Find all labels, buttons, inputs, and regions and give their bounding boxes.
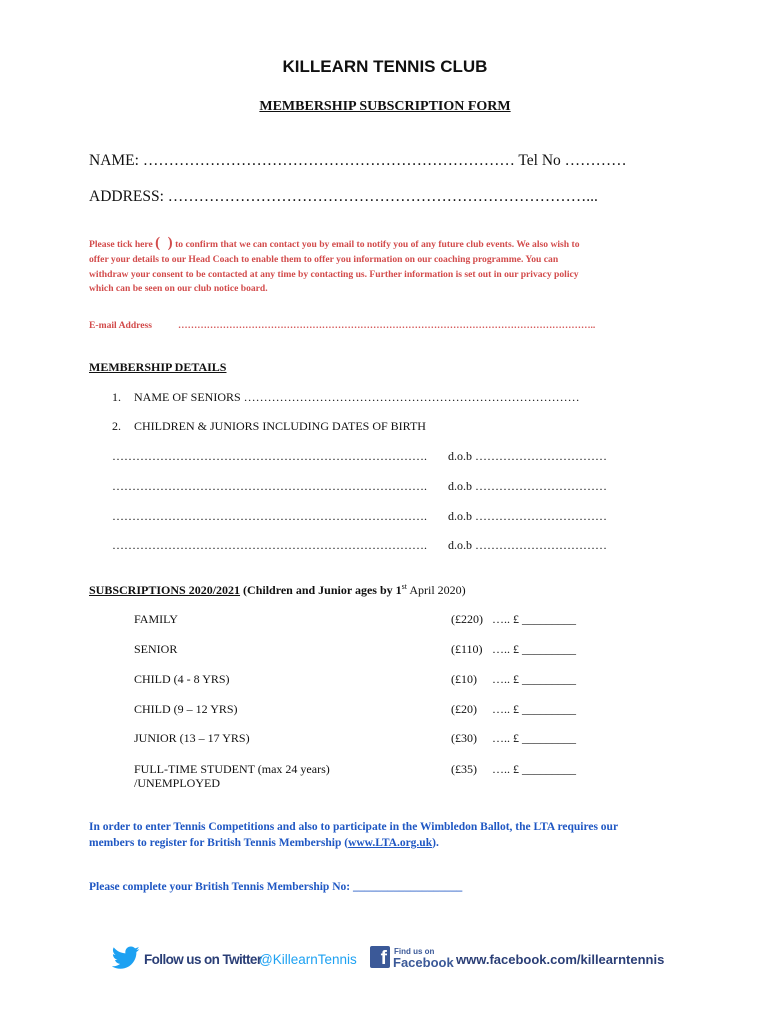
child-dob-line[interactable]: d.o.b …………………………… [448,538,607,552]
facebook-wordmark: Facebook [393,955,454,970]
facebook-icon[interactable]: f [370,946,390,968]
club-title: KILLEARN TENNIS CLUB [282,57,488,76]
sub-family-amount[interactable]: ….. £ _________ [492,612,576,626]
twitter-handle[interactable]: @KillearnTennis [259,952,357,967]
sub-child-9-12-price: (£20) [451,702,477,716]
sub-senior-label: SENIOR [134,642,178,656]
follow-us-text: Follow us on Twitter [144,952,262,967]
lta-link[interactable]: www.LTA.org.uk [348,837,433,849]
sub-student-label-2: /UNEMPLOYED [134,776,220,790]
sub-junior-amount[interactable]: ….. £ _________ [492,731,576,745]
consent-tick-box[interactable]: ( ) [155,235,173,251]
consent-prefix: Please tick here [89,239,156,250]
seniors-name-line[interactable]: NAME OF SENIORS ………………………………………………………………………… [134,390,580,404]
address-field-line[interactable]: ADDRESS: ………………………………………………………………………... [89,188,598,205]
subscriptions-heading-line: SUBSCRIPTIONS 2020/2021 (Children and Junior ages by 1st April 2020) [89,582,466,597]
sub-junior-label: JUNIOR (13 – 17 YRS) [134,731,250,745]
lta-notice-line-1: In order to enter Tennis Competitions and also to participate in the Wimbledon Ballot, the LTA requires our [89,821,619,833]
form-subtitle: MEMBERSHIP SUBSCRIPTION FORM [259,99,511,114]
child-name-line[interactable]: ……………………………………………………………………. [112,479,427,493]
item-2-number: 2. [112,419,121,433]
sub-child-9-12-amount[interactable]: ….. £ _________ [492,702,576,716]
membership-number-line[interactable]: Please complete your British Tennis Membership No: ___________________ [89,881,463,893]
sub-student-amount[interactable]: ….. £ _________ [492,762,576,776]
sub-child-4-8-price: (£10) [451,672,477,686]
membership-details-heading: MEMBERSHIP DETAILS [89,360,227,374]
sub-senior-price: (£110) [451,642,483,656]
email-label: E-mail Address [89,320,152,331]
item-1-number: 1. [112,390,121,404]
consent-line-4: which can be seen on our club notice board. [89,283,268,295]
sub-junior-price: (£30) [451,731,477,745]
sub-child-4-8-label: CHILD (4 - 8 YRS) [134,672,230,686]
sub-child-4-8-amount[interactable]: ….. £ _________ [492,672,576,686]
child-dob-line[interactable]: d.o.b …………………………… [448,509,607,523]
sub-student-label: FULL-TIME STUDENT (max 24 years) [134,762,330,776]
child-name-line[interactable]: ……………………………………………………………………. [112,538,427,552]
sub-family-price: (£220) [451,612,483,626]
sub-student-price: (£35) [451,762,477,776]
lta-notice-line-2: members to register for British Tennis Membership (www.LTA.org.uk). [89,837,439,849]
facebook-url[interactable]: www.facebook.com/killearntennis [456,952,665,967]
child-name-line[interactable]: ……………………………………………………………………. [112,449,427,463]
child-name-line[interactable]: ……………………………………………………………………. [112,509,427,523]
subscriptions-heading: SUBSCRIPTIONS 2020/2021 [89,583,241,597]
children-juniors-label: CHILDREN & JUNIORS INCLUDING DATES OF BIRTH [134,419,426,433]
twitter-icon[interactable] [112,946,140,975]
email-input-line[interactable]: ………………………………………………………………………………………………………………….. [178,320,596,331]
age-note: (Children and Junior ages by 1 [240,583,402,597]
child-dob-line[interactable]: d.o.b …………………………… [448,449,607,463]
consent-line-3: withdraw your consent to be contacted at any time by contacting us. Further information is set out in our privacy policy [89,268,579,280]
child-dob-line[interactable]: d.o.b …………………………… [448,479,607,493]
sub-senior-amount[interactable]: ….. £ _________ [492,642,576,656]
consent-paragraph: Please tick here ( ) to confirm that we can contact you by email to notify you of any future club events. We also wish to offer your details to our Head Coach to enable them to offer you information on our coaching programme. You can withdraw your consent to be contacted at any time by contacting us. Further information is set out in our privacy policy which can be seen on our club notice board. [89,236,689,297]
name-field-line[interactable]: NAME: ……………………………………………………………… Tel No ………… [89,152,627,169]
sub-family-label: FAMILY [134,612,178,626]
consent-line-2: offer your details to our Head Coach to enable them to offer you information on our coaching programme. You can [89,253,559,265]
sub-child-9-12-label: CHILD (9 – 12 YRS) [134,702,238,716]
find-us-on-text: Find us on [394,947,435,956]
